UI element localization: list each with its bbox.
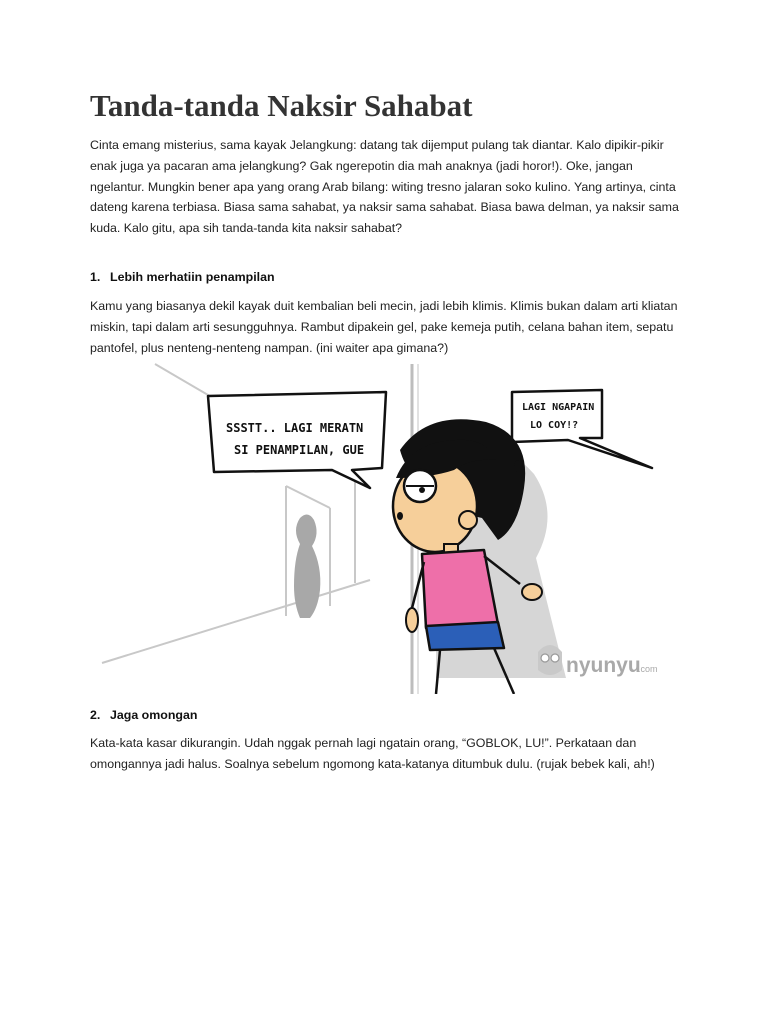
speech-bubble-left [208,392,386,488]
speech-bubble-right [512,390,652,468]
section-number-2: 2. [90,708,101,722]
watermark-suffix-text: .com [638,664,658,674]
comic-illustration [100,358,660,694]
section-heading-text-2: Jaga omongan [110,708,198,722]
section-body-2: Kata-kata kasar dikurangin. Udah nggak pernah lagi ngatain orang, “GOBLOK, LU!”. Perkataan dan omongannya jadi halus. Soalnya sebelum ngomong kata-katanya ditumbuk dulu. (rujak bebek kali, ah!) [90,736,655,771]
owl-logo-icon [538,645,562,675]
intro-paragraph: Cinta emang misterius, sama kayak Jelangkung: datang tak dijemput pulang tak diantar. Kalo dipikir-pikir enak juga ya pacaran ama jelangkung? Gak ngerepotin dia mah anaknya (jadi horor!). Oke, jangan ngelantur. Mungkin bener apa yang orang Arab bilang: witing tresno jalaran soko kulino. Yang artinya, cinta dateng karena terbiasa. Biasa sama sahabat, ya naksir sama sahabat. Biasa bawa delman, ya naksir sama kuda. Kalo gitu, apa sih tanda-tanda kita naksir sahabat? [90,138,679,236]
article-title: Tanda-tanda Naksir Sahabat [90,88,473,123]
bubble-left-text-2: SI PENAMPILAN, GUE [234,443,365,457]
watermark-brand-text: nyunyu [566,654,641,677]
section-heading-text-1: Lebih merhatiin penampilan [110,270,275,284]
section-body-1: Kamu yang biasanya dekil kayak duit kembalian beli mecin, jadi lebih klimis. Klimis bukan dalam arti kliatan miskin, tapi dalam arti sesungguhnya. Rambut dipakein gel, pake kemeja putih, celana bahan item, sepatu pantofel, plus nenteng-nenteng nampan. (ini waiter apa gimana?) [90,299,678,355]
bubble-right-text-1: LAGI NGAPAIN [522,402,595,413]
section-heading-1 [90,270,275,284]
bubble-right-text-2: LO COY!? [530,420,579,431]
section-number-1: 1. [90,270,101,284]
ghost-shadow [294,514,320,618]
nyunyu-watermark [538,645,658,677]
section-heading-2 [90,708,197,722]
bubble-left-text-1: SSSTT.. LAGI MERATN [226,421,364,435]
